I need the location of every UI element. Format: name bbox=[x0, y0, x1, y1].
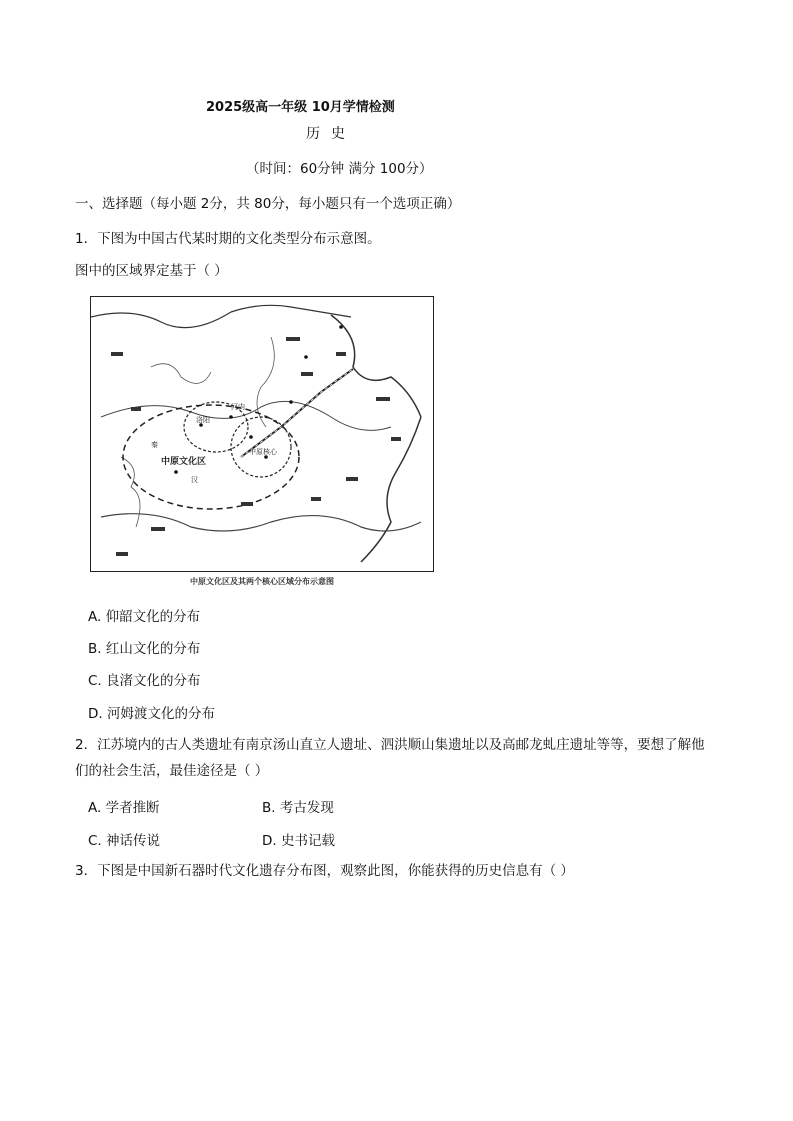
map-caption: 中原文化区及其两个核心区域分布示意图 bbox=[190, 577, 334, 586]
q2-stem-line1: 2．江苏境内的古人类遗址有南京汤山直立人遗址、泗洪顺山集遗址以及高邮龙虬庄遗址等等，要想了解他 bbox=[75, 737, 705, 753]
q3-stem: 3．下图是中国新石器时代文化遗存分布图，观察此图，你能获得的历史信息有（ ） bbox=[75, 863, 574, 879]
q1-stem: 1．下图为中国古代某时期的文化类型分布示意图。 bbox=[75, 231, 381, 247]
map-label-henei: 河内 bbox=[231, 403, 245, 411]
q1-option-d[interactable]: D. 河姆渡文化的分布 bbox=[88, 706, 215, 722]
q1-option-c[interactable]: C. 良渚文化的分布 bbox=[88, 673, 201, 689]
q1-prompt: 图中的区域界定基于（ ） bbox=[75, 263, 228, 279]
q2-stem-line2: 们的社会生活，最佳途径是（ ） bbox=[75, 763, 269, 779]
map-label-han: 汉 bbox=[191, 476, 198, 484]
map-label-core: 中原核心 bbox=[249, 448, 277, 456]
culture-map-figure bbox=[91, 297, 432, 570]
subject-char-2: 史 bbox=[331, 126, 345, 142]
section-heading: 一、选择题（每小题 2分，共 80分，每小题只有一个选项正确） bbox=[75, 196, 461, 212]
culture-map bbox=[90, 296, 434, 572]
q2-option-c[interactable]: C. 神话传说 bbox=[88, 833, 161, 849]
map-label-qin: 秦 bbox=[151, 441, 158, 449]
q2-option-a[interactable]: A. 学者推断 bbox=[88, 800, 160, 816]
map-label-luoyang: 洛阳 bbox=[196, 416, 210, 424]
q1-option-a[interactable]: A. 仰韶文化的分布 bbox=[88, 609, 201, 625]
q2-option-d[interactable]: D. 史书记载 bbox=[262, 833, 335, 849]
q2-option-b[interactable]: B. 考古发现 bbox=[262, 800, 334, 816]
subject-char-1: 历 bbox=[306, 126, 320, 142]
exam-title: 2025级高一年级 10月学情检测 bbox=[206, 100, 395, 115]
q1-option-b[interactable]: B. 红山文化的分布 bbox=[88, 641, 201, 657]
exam-meta: （时间：60分钟 满分 100分） bbox=[246, 161, 433, 177]
map-label-zhongyuan: 中原文化区 bbox=[161, 457, 207, 467]
